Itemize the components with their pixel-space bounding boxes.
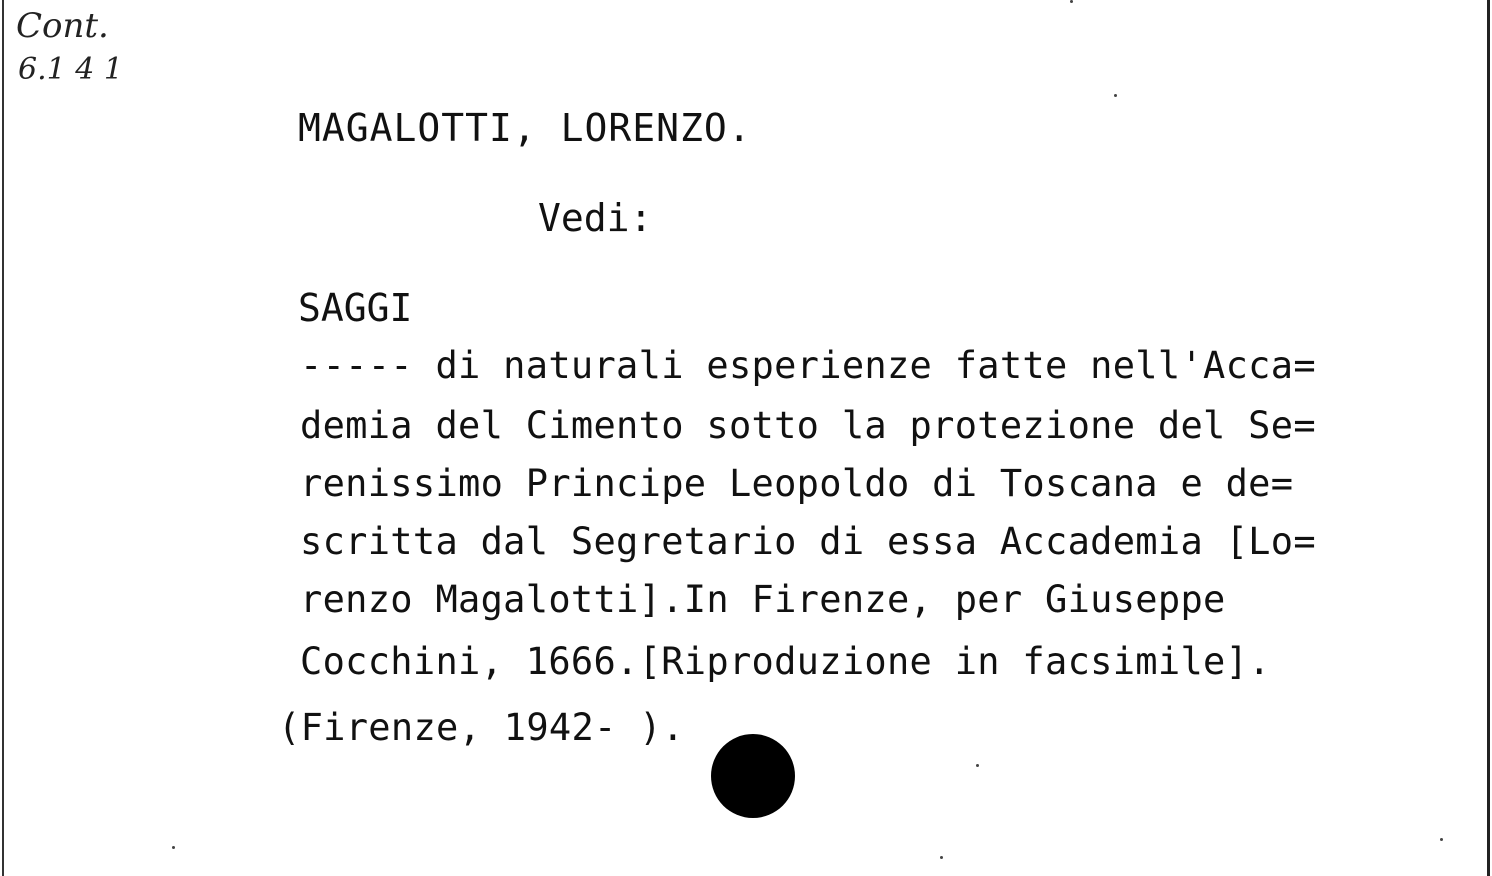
entry-line: scritta dal Segretario di essa Accademia [Lo= (300, 520, 1316, 563)
handwritten-annotation-line1: Cont. (16, 6, 109, 46)
paper-speck (976, 764, 979, 767)
paper-speck (1114, 94, 1117, 97)
paper-speck (172, 846, 175, 849)
card-left-edge (2, 0, 4, 876)
see-reference-label: Vedi: (538, 196, 653, 240)
entry-line: renissimo Principe Leopoldo di Toscana e de= (300, 462, 1294, 505)
entry-line: ----- di naturali esperienze fatte nell'Acca= (300, 344, 1316, 387)
entry-line: (Firenze, 1942- ). (278, 706, 685, 749)
paper-speck (1440, 838, 1443, 841)
entry-line: demia del Cimento sotto la protezione del Se= (300, 404, 1316, 447)
card-right-edge (1487, 0, 1490, 876)
entry-title: SAGGI (298, 286, 413, 330)
entry-line: renzo Magalotti].In Firenze, per Giuseppe (300, 578, 1226, 621)
paper-speck (940, 856, 943, 859)
card-heading: MAGALOTTI, LORENZO. (298, 106, 752, 150)
handwritten-annotation-line2: 6.1 4 1 (18, 52, 123, 87)
paper-speck (1070, 0, 1073, 3)
punch-hole (711, 734, 795, 818)
entry-line: Cocchini, 1666.[Riproduzione in facsimile]. (300, 640, 1271, 683)
